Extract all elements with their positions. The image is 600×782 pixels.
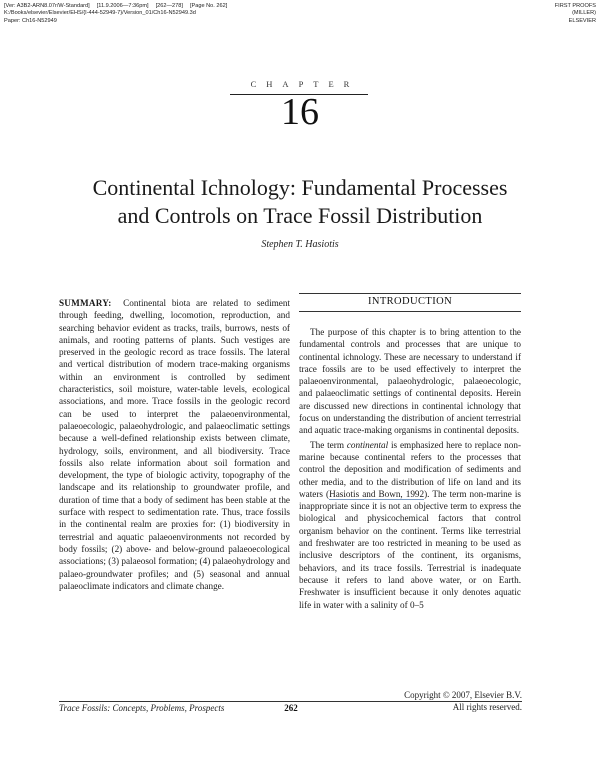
intro-paragraph-1: The purpose of this chapter is to bring attention to the fundamental controls and processes that are unique to continental ichnology. These are necessary to understand if trace fossils are to be used effectively to interpret the palaeoenvironmental, palaeohydrologic, palaeoecologic, and palaeoclimatic settings of continental deposits. Herein are discussed new directions in continental ichnology that focus on understanding the distribution of ancient terrestrial and aquatic trace-making organisms in continental deposits. bbox=[299, 327, 521, 436]
author-name: Stephen T. Hasiotis bbox=[261, 239, 339, 250]
summary-paragraph bbox=[59, 297, 290, 592]
intro-p2-middle: is emphasized here to replace non-marine because continental refers to the processes that control the deposition and modification of sediments and other media, and to the distribution of life on land and its waters ( bbox=[299, 439, 522, 499]
summary-label: SUMMARY: bbox=[59, 298, 112, 308]
intro-p2-rest: ). The term non-marine is inappropriate since it is not an objective term to express the biological and physicochemical factors that control organism behavior on the continent. Terms like terrestrial and freshwater are too restricted in meaning to be used as inclusive descriptors of the continent, its organisms, behaviors, and its trace fossils. Terrestrial is inadequate because it refers to land above water, or on Earth. Freshwater is insufficient because it only denotes aquatic life in water with a salinity of 0–5 bbox=[299, 488, 521, 610]
chapter-number: 16 bbox=[281, 91, 319, 133]
introduction-column bbox=[299, 326, 521, 611]
copyright-line-1: Copyright © 2007, Elsevier B.V. bbox=[404, 690, 522, 700]
copyright-line-2: All rights reserved. bbox=[452, 701, 522, 712]
proof-file-path: K:/Books/elsevier/Elsevier/EHS/{I-444-52949-7}/Version_01/Ch16-N52949.3d bbox=[4, 10, 196, 17]
proof-timestamp: [11.9.2006—7:36pm] bbox=[96, 3, 149, 9]
chapter-title-line-1: Continental Ichnology: Fundamental Processes bbox=[92, 175, 508, 200]
proof-header-left bbox=[4, 3, 234, 25]
proof-page-no: [Page No. 262] bbox=[189, 3, 228, 9]
proof-paper-id: Paper: Ch16-N52949 bbox=[4, 17, 57, 24]
intro-p2-term: continental bbox=[346, 439, 389, 450]
proof-page-range: [262—278] bbox=[155, 3, 183, 9]
chapter-title bbox=[40, 174, 560, 230]
footer-divider bbox=[59, 701, 522, 702]
citation-link[interactable]: Hasiotis and Bown, 1992 bbox=[329, 488, 425, 499]
summary-column bbox=[59, 297, 290, 592]
intro-paragraph-2 bbox=[299, 439, 521, 611]
proof-typesetter: (MILLER) bbox=[572, 10, 596, 17]
chapter-label: CHAPTER bbox=[250, 79, 360, 89]
introduction-heading: INTRODUCTION bbox=[367, 296, 453, 307]
book-title: Trace Fossils: Concepts, Problems, Prospects bbox=[59, 703, 225, 713]
intro-p2-lead: The term bbox=[310, 439, 347, 450]
page-number: 262 bbox=[284, 703, 298, 713]
proof-header-right bbox=[555, 3, 596, 25]
proof-version: [Ver: A3B2-ARN8.07r/W-Standard] bbox=[4, 3, 90, 9]
proof-publisher: ELSEVIER bbox=[568, 17, 596, 24]
proof-header-line-1 bbox=[4, 3, 234, 10]
intro-heading-rule-top bbox=[299, 293, 521, 294]
chapter-title-line-2: and Controls on Trace Fossil Distribution bbox=[117, 203, 483, 228]
summary-text: Continental biota are related to sediment through feeding, dwelling, locomotion, reproduction, and searching behavior evident as tracks, trails, burrows, nests of animals, and rooting patterns of plants. Such vestiges are preserved in the geologic record as trace fossils. The lateral and vertical distribution of modern trace-making organisms within an environment is controlled by sediment characteristics, soil moisture, water-table levels, ecological associations, and more. Trace fossils in the geologic record can be used to interpret the palaeoenvironmental, palaeoecologic, palaeohydrologic, and palaeoclimatic settings because a well-defined relationship exists between climate, hydrology, soils, environment, and all biodiversity. Trace fossils also relate information about soil formation and development, the type of biologic activity, topography of the landscape and its relationship to groundwater profile, and duration of time that a body of sediment has been stable at the surface with respect to sedimentation rate. Thus, trace fossils in the continental realm are proxies for: (1) biodiversity in terrestrial and aquatic palaeoenvironments not recorded by body fossils; (2) above- and below-ground palaeoecological associations; (3) palaeosol formation; (4) palaeohydrology and palaeo-groundwater profiles; and (5) seasonal and annual palaeoclimate indicators and climate change. bbox=[59, 298, 291, 591]
proof-status: FIRST PROOFS bbox=[554, 3, 596, 9]
intro-heading-rule-bottom bbox=[299, 311, 521, 312]
